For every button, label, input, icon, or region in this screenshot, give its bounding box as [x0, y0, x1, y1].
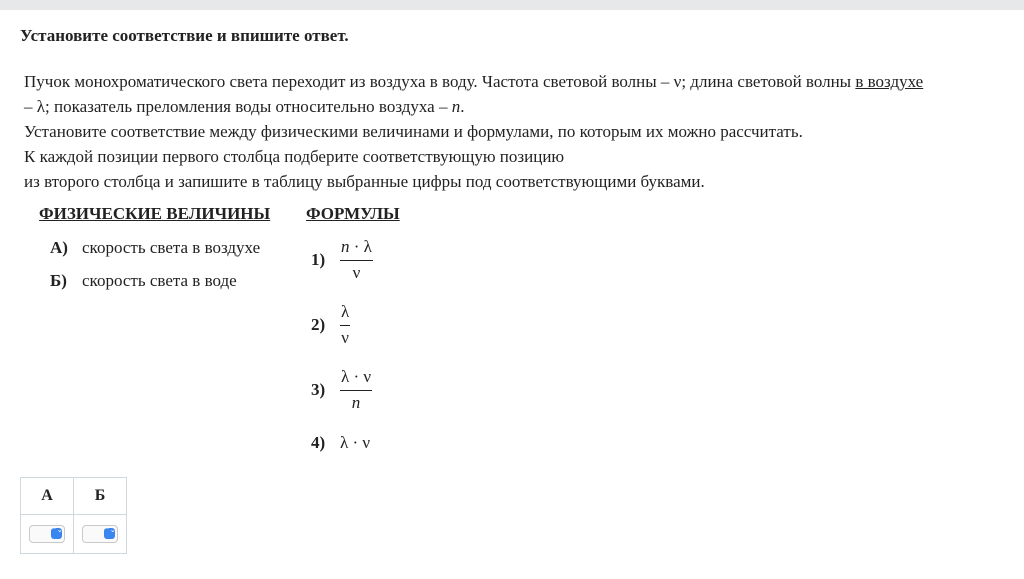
formula-1-denominator: ν: [352, 263, 361, 282]
problem-line-2-end: .: [460, 97, 465, 116]
problem-line-1: [24, 69, 1004, 94]
formula-2-denominator: ν: [341, 328, 349, 347]
quantity-a: [50, 238, 260, 258]
formula-1-label: 1): [311, 250, 326, 269]
top-bar: [0, 0, 1024, 10]
formula-4-expression: λ · ν: [340, 433, 371, 452]
problem-line-2: [24, 94, 1004, 119]
answer-table: [20, 477, 127, 554]
formula-1-numerator-rest: · λ: [349, 237, 372, 256]
select-arrows-icon: ⌃⌄: [104, 528, 115, 539]
formula-1-fraction: [340, 236, 373, 284]
task-heading: Установите соответствие и впишите ответ.: [20, 26, 349, 45]
answer-select-b[interactable]: [82, 525, 118, 543]
quantity-b-letter: Б): [50, 271, 67, 290]
problem-text: [24, 69, 1004, 194]
answer-header-a: А: [21, 478, 74, 515]
quantity-b: [50, 271, 237, 291]
quantity-b-text: скорость света в воде: [82, 271, 237, 290]
answer-select-a[interactable]: [29, 525, 65, 543]
quantity-a-letter: А): [50, 238, 68, 257]
formula-3-fraction: [340, 366, 372, 414]
formula-3-label: 3): [311, 380, 326, 399]
underlined-in-air: в воздухе: [855, 72, 924, 91]
formula-3-numerator: λ · ν: [340, 366, 372, 391]
formula-2-numerator: λ: [340, 301, 350, 326]
problem-line-4: К каждой позиции первого столбца подберите соответствующую позицию: [24, 147, 565, 166]
formula-2: [311, 301, 350, 349]
formula-1-var-n: n: [341, 237, 350, 256]
answer-header-b: Б: [74, 478, 127, 515]
problem-line-2-text: – λ; показатель преломления воды относительно воздуха –: [24, 97, 452, 116]
answer-cell-a: [21, 515, 74, 554]
column-title-formulas: ФОРМУЛЫ: [306, 204, 400, 223]
problem-line-1-text: Пучок монохроматического света переходит из воздуха в воду. Частота световой волны – ν; длина световой волны: [24, 72, 856, 91]
formula-3-denominator: n: [351, 393, 361, 412]
answer-cell-b: [74, 515, 127, 554]
formula-4: [311, 433, 370, 453]
formula-2-label: 2): [311, 315, 326, 334]
formula-1-numerator: [340, 236, 373, 261]
formula-4-label: 4): [311, 433, 326, 452]
formula-3: [311, 366, 372, 414]
problem-line-5: из второго столбца и запишите в таблицу выбранные цифры под соответствующими буквами.: [24, 172, 705, 191]
formula-2-fraction: [340, 301, 350, 349]
quantity-a-text: скорость света в воздухе: [82, 238, 261, 257]
var-n: n: [451, 97, 461, 116]
problem-line-3: Установите соответствие между физическими величинами и формулами, по которым их можно рассчитать.: [24, 122, 803, 141]
column-title-quantities: ФИЗИЧЕСКИЕ ВЕЛИЧИНЫ: [39, 204, 271, 223]
select-arrows-icon: ⌃⌄: [51, 528, 62, 539]
formula-1: [311, 236, 373, 284]
